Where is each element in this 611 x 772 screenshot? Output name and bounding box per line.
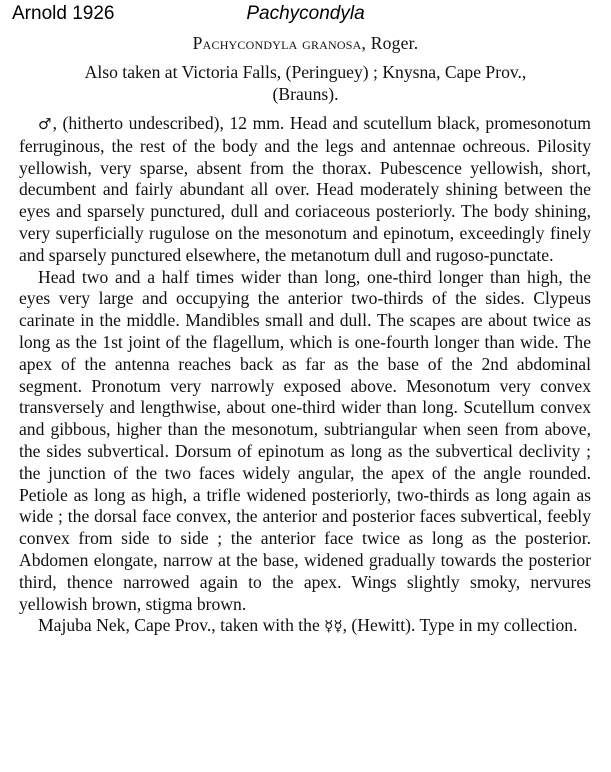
worker-symbol-icon: ☿☿ bbox=[324, 617, 343, 636]
localities-line-1: Also taken at Victoria Falls, (Peringuey) ; Knysna, Cape Prov., bbox=[84, 62, 527, 82]
localities-line-2: (Brauns). bbox=[272, 84, 339, 104]
description-paragraph-1 bbox=[19, 113, 591, 267]
paragraph-3-text-start: Majuba Nek, Cape Prov., taken with the bbox=[38, 615, 325, 636]
author-year-label: Arnold 1926 bbox=[12, 3, 115, 24]
description-paragraph-2: Head two and a half times wider than long, one-third longer than high, the eyes very large and occupying the anterior two-thirds of the sides. Clypeus carinate in the middle. Mandibles small and dull. The scapes are about twice as long as the 1st joint of the flagellum, which is one-fourth longer than wide. The apex of the antenna reaches back as far as the base of the 2nd abdominal segment. Pronotum very narrowly exposed above. Mesonotum very convex transversely and lengthwise, about one-third wider than long. Scutellum convex and gibbous, higher than the mesonotum, subtriangular when seen from above, the sides subvertical. Dorsum of epinotum as long as the subvertical declivity ; the junction of the two faces widely angular, the apex of the angle rounded. Petiole as long as high, a trifle widened posteriorly, two-thirds as long again as wide ; the dorsal face convex, the anterior and posterior faces subvertical, feebly convex from side to side ; the anterior face twice as long as the posterior. Abdomen elongate, narrow at the base, widened gradually towards the posterior third, thence narrowed again to the apex. Wings slightly smoky, nervures yellowish brown, stigma brown. bbox=[19, 266, 591, 614]
paragraph-1-text: , (hitherto undescribed), 12 mm. Head and scutellum black, promesonotum ferruginous, the rest of the body and the legs and antennae ochreous. Pilosity yellowish, very sparse, absent from the thorax. Pubescence yellowish, short, decumbent and fairly abundant all over. Head moderately shining between the eyes and sparsely punctured, dull and coriaceous posteriorly. The body shining, very superficially rugulose on the mesonotum and epinotum, exceedingly finely and sparsely punctured elsewhere, the metanotum dull and rugoso-punctate. bbox=[19, 113, 591, 265]
paragraph-3-text-end: , (Hewitt). Type in my collection. bbox=[342, 615, 578, 636]
localities-note bbox=[20, 61, 591, 105]
species-authority: Roger. bbox=[370, 33, 419, 53]
genus-heading: Pachycondyla bbox=[246, 3, 365, 24]
description-paragraph-3 bbox=[19, 615, 591, 638]
male-symbol-icon: ♂ bbox=[38, 115, 53, 133]
species-name: Pachycondyla granosa, bbox=[192, 33, 367, 53]
species-heading bbox=[0, 33, 611, 55]
description-body bbox=[19, 113, 591, 638]
